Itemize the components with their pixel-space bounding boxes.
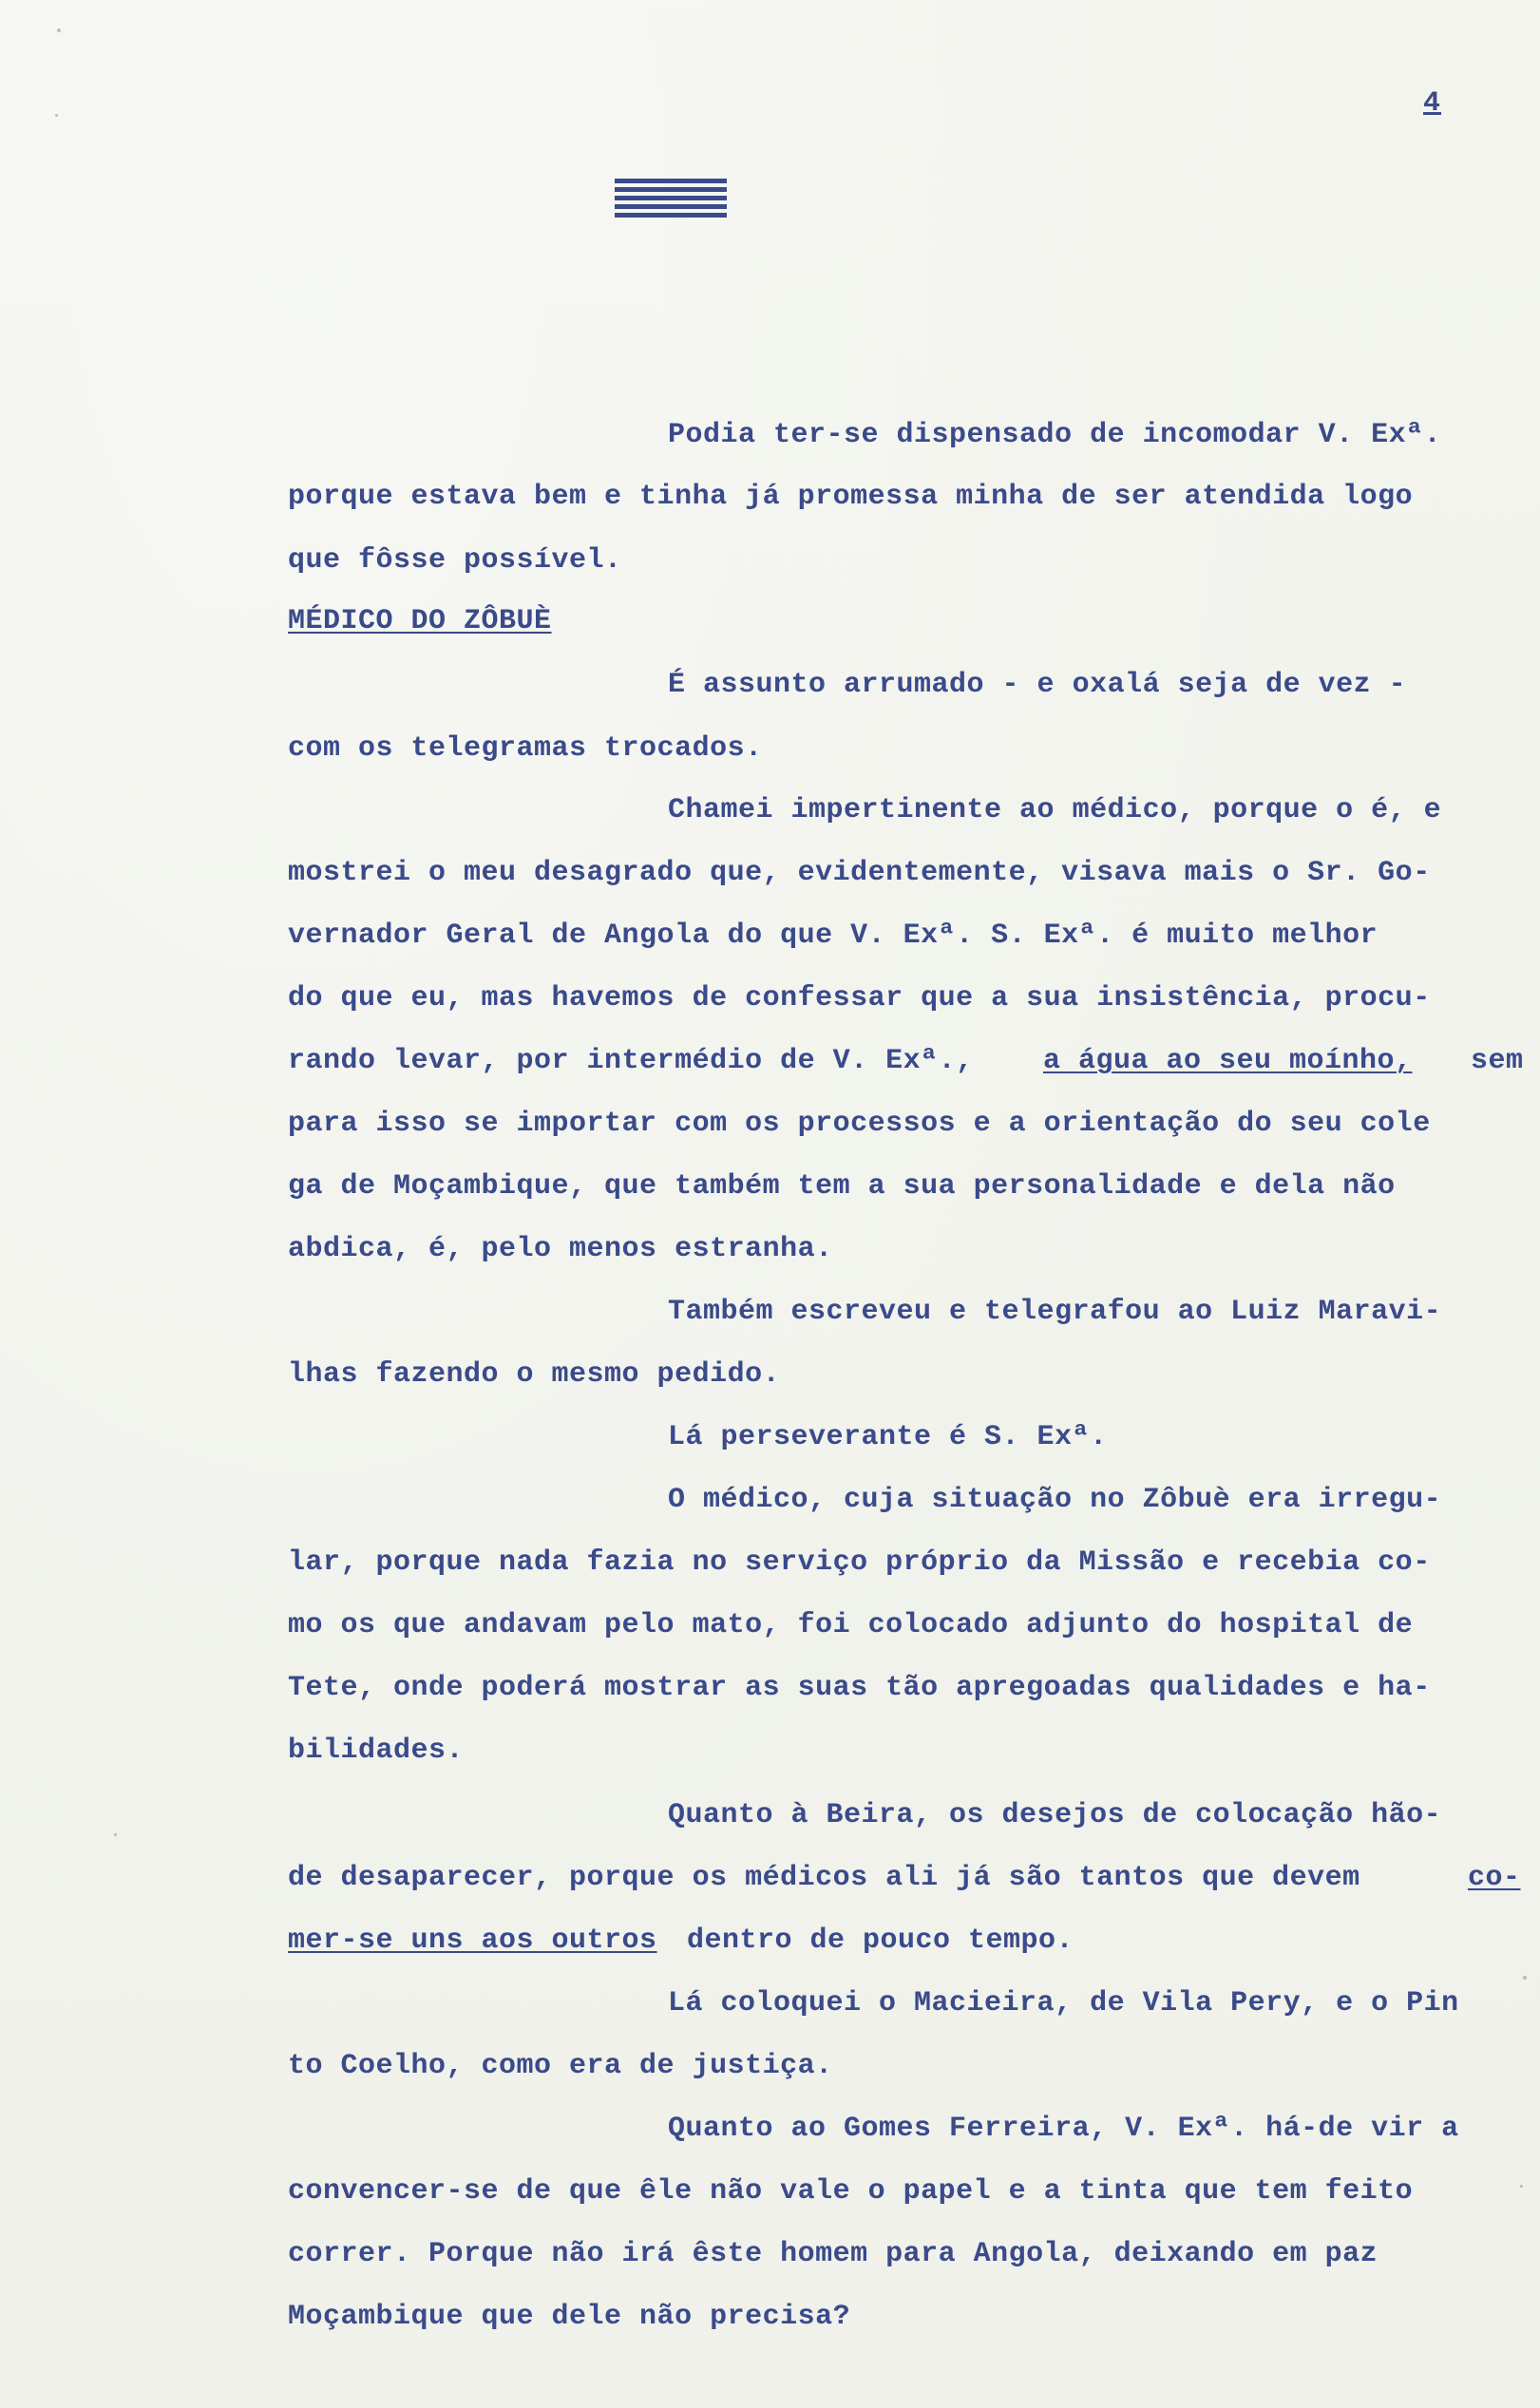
text-line: que fôsse possível. <box>288 544 622 577</box>
underlined-phrase: co- <box>1468 1862 1521 1894</box>
text-line: Também escreveu e telegrafou ao Luiz Maravi- <box>668 1296 1442 1328</box>
text-line: do que eu, mas havemos de confessar que a sua insistência, procu- <box>288 982 1431 1014</box>
text-line: O médico, cuja situação no Zôbuè era irregu- <box>668 1484 1442 1516</box>
typed-strikeout-mark <box>615 179 727 222</box>
text-line: correr. Porque não irá êste homem para Angola, deixando em paz <box>288 2238 1378 2270</box>
text-line: Lá coloquei o Macieira, de Vila Pery, e o Pin <box>668 1987 1459 2019</box>
underlined-phrase: a água ao seu moínho, <box>1043 1045 1413 1077</box>
text-line: Moçambique que dele não precisa? <box>288 2301 851 2333</box>
text-line: ga de Moçambique, que também tem a sua personalidade e dela não <box>288 1170 1396 1203</box>
text-line: lar, porque nada fazia no serviço próprio da Missão e recebia co- <box>288 1546 1431 1579</box>
text-line: Quanto ao Gomes Ferreira, V. Exª. há-de vir a <box>668 2113 1459 2145</box>
text-line: dentro de pouco tempo. <box>687 1925 1074 1957</box>
text-line: Podia ter-se dispensado de incomodar V. Exª. <box>668 419 1442 451</box>
text-line: mo os que andavam pelo mato, foi colocado adjunto do hospital de <box>288 1609 1414 1641</box>
text-line: de desaparecer, porque os médicos ali já são tantos que devem <box>288 1862 1360 1894</box>
paper-speck <box>114 1833 117 1836</box>
text-line: sem <box>1471 1045 1524 1077</box>
underlined-phrase: mer-se uns aos outros <box>288 1925 657 1957</box>
text-line: vernador Geral de Angola do que V. Exª. S. Exª. é muito melhor <box>288 920 1378 952</box>
page-number: 4 <box>1423 87 1442 120</box>
text-line: Chamei impertinente ao médico, porque o é, e <box>668 794 1442 826</box>
text-line: to Coelho, como era de justiça. <box>288 2050 833 2082</box>
text-line: abdica, é, pelo menos estranha. <box>288 1233 833 1265</box>
text-line: bilidades. <box>288 1735 465 1767</box>
paper-speck <box>57 28 61 32</box>
text-line: mostrei o meu desagrado que, evidentemente, visava mais o Sr. Go- <box>288 857 1431 889</box>
text-line: convencer-se de que êle não vale o papel e a tinta que tem feito <box>288 2175 1414 2208</box>
text-line: Tete, onde poderá mostrar as suas tão apregoadas qualidades e ha- <box>288 1672 1431 1704</box>
paper-speck <box>1523 1976 1527 1980</box>
text-line: rando levar, por intermédio de V. Exª., <box>288 1045 974 1077</box>
paper-speck <box>55 114 58 117</box>
text-line: É assunto arrumado - e oxalá seja de vez - <box>668 669 1407 701</box>
section-heading: MÉDICO DO ZÔBUÈ <box>288 605 552 637</box>
text-line: com os telegramas trocados. <box>288 732 763 765</box>
paper-speck <box>1520 2185 1523 2188</box>
text-line: para isso se importar com os processos e a orientação do seu cole <box>288 1108 1431 1140</box>
text-line: lhas fazendo o mesmo pedido. <box>288 1358 781 1391</box>
text-line: porque estava bem e tinha já promessa minha de ser atendida logo <box>288 481 1414 513</box>
text-line: Quanto à Beira, os desejos de colocação hão- <box>668 1799 1442 1831</box>
text-line: Lá perseverante é S. Exª. <box>668 1421 1108 1453</box>
